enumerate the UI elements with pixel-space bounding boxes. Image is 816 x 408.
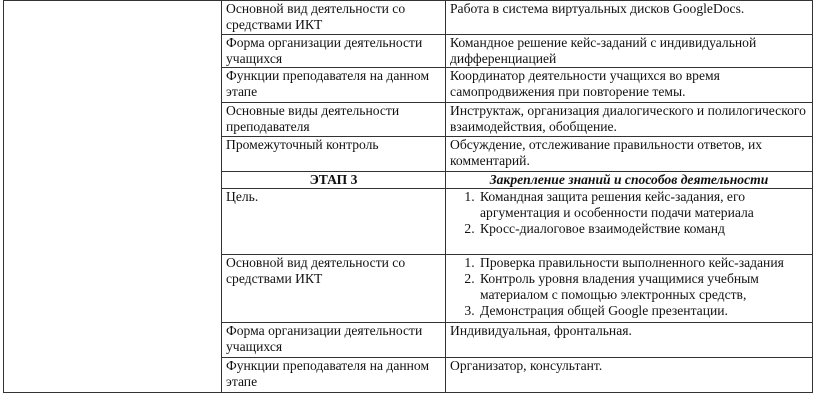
list-item: 1. Командная защита решения кейс-задания, его аргументация и особенности подачи материала (478, 189, 808, 221)
row-label: Основной вид деятельности со средствами ИКТ (222, 1, 446, 35)
list-item: 3. Демонстрация общей Google презентации. (478, 303, 808, 319)
ikt-list (450, 255, 808, 319)
ikt-label: Основной вид деятельности со средствами ИКТ (222, 255, 446, 323)
row-value: Инструктаж, организация диалогического и полилогического взаимодействия, обобщение. (446, 103, 813, 137)
row-label: Форма организации деятельности учащихся (222, 35, 446, 68)
row-value: Координатор деятельности учащихся во время самопродвижения при повторение темы. (446, 68, 813, 103)
table-row (4, 1, 813, 35)
list-item: 1. Проверка правильности выполненного кейс-задания (478, 255, 808, 271)
left-blank-column (4, 1, 222, 393)
row-value: Организатор, консультант. (446, 358, 813, 393)
stage-title: ЭТАП 3 (222, 172, 446, 189)
row-label: Функции преподавателя на данном этапе (222, 358, 446, 393)
row-label: Форма организации деятельности учащихся (222, 323, 446, 358)
goal-list-cell (446, 189, 813, 255)
ikt-list-cell (446, 255, 813, 323)
row-value: Работа в система виртуальных дисков GoogleDocs. (446, 1, 813, 35)
row-value: Обсуждение, отслеживание правильности ответов, их комментарий. (446, 137, 813, 172)
lesson-plan-table (3, 0, 813, 393)
list-item: 2. Кросс-диалоговое взаимодействие команд (478, 221, 808, 237)
row-value: Командное решение кейс-заданий с индивидуальной дифференциацией (446, 35, 813, 68)
row-label: Функции преподавателя на данном этапе (222, 68, 446, 103)
list-item: 2. Контроль уровня владения учащимися учебным материалом с помощью электронных средств, (478, 271, 808, 303)
goal-label: Цель. (222, 189, 446, 255)
row-label: Промежуточный контроль (222, 137, 446, 172)
row-value: Индивидуальная, фронтальная. (446, 323, 813, 358)
stage-subtitle: Закрепление знаний и способов деятельности (446, 172, 813, 189)
row-label: Основные виды деятельности преподавателя (222, 103, 446, 137)
goal-list (450, 189, 808, 237)
